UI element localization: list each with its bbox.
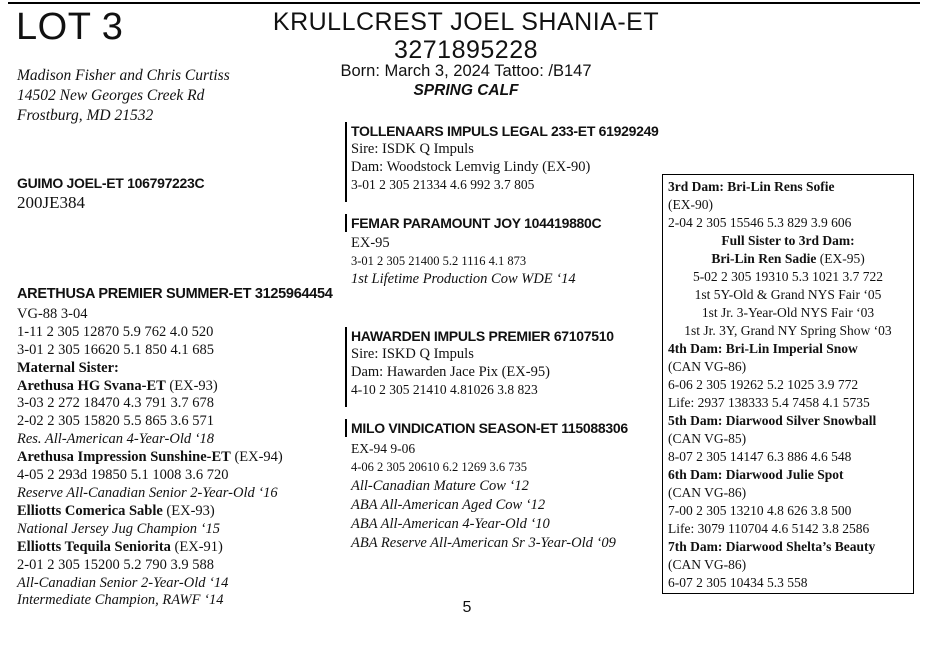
dams-sire-name: HAWARDEN IMPULS PREMIER 67107510 <box>351 328 614 344</box>
sires-dam-classification: EX-95 <box>351 235 390 251</box>
fourth-dam-record: 6-06 2 305 19262 5.2 1025 3.9 772 <box>668 377 859 392</box>
maternal-sister-1-record-1: 3-03 2 272 18470 4.3 791 3.7 678 <box>17 395 214 412</box>
maternal-sister-label: Maternal Sister: <box>17 359 119 376</box>
sires-dam-honor: 1st Lifetime Production Cow WDE ‘14 <box>351 271 576 287</box>
fourth-dam-name: 4th Dam: Bri-Lin Imperial Snow <box>668 341 858 356</box>
consignor-street: 14502 New Georges Creek Rd <box>17 87 205 104</box>
page-number: 5 <box>462 599 472 616</box>
dams-sire-sire: Sire: ISKD Q Impuls <box>351 346 474 362</box>
sires-sire-record: 3-01 2 305 21334 4.6 992 3.7 805 <box>351 177 535 192</box>
dam-block <box>17 286 333 610</box>
seventh-dam-record: 6-07 2 305 10434 5.3 558 <box>668 575 808 590</box>
maternal-sister-3-honor: National Jersey Jug Champion ‘15 <box>17 520 220 537</box>
registration-number: 3271895228 <box>393 36 539 64</box>
maternal-sister-1-honor: Res. All-American 4-Year-Old ‘18 <box>17 431 215 448</box>
dams-sire-dam: Dam: Hawarden Jace Pix (EX-95) <box>351 364 550 380</box>
female-line-box <box>662 174 914 594</box>
dam-record-1: 1-11 2 305 12870 5.9 762 4.0 520 <box>17 323 214 340</box>
sixth-dam-classification: (CAN VG-86) <box>668 485 747 500</box>
full-sister-honor-1: 1st 5Y-Old & Grand NYS Fair ‘05 <box>694 287 882 302</box>
dams-dam-name: MILO VINDICATION SEASON-ET 115088306 <box>351 420 628 436</box>
dam-classification: VG-88 3-04 <box>17 305 88 322</box>
maternal-sister-4-honor-2: Intermediate Champion, RAWF ‘14 <box>17 592 224 609</box>
dam-name: ARETHUSA PREMIER SUMMER-ET 3125964454 <box>17 286 333 302</box>
dams-dam-honor-1: All-Canadian Mature Cow ‘12 <box>351 478 529 494</box>
sire-block <box>17 174 204 214</box>
top-rule <box>8 2 920 4</box>
sires-dam-block <box>345 214 601 232</box>
full-sister-honor-3: 1st Jr. 3Y, Grand NY Spring Show ‘03 <box>684 323 892 338</box>
maternal-sister-2: Arethusa Impression Sunshine-ET (EX-94) <box>17 449 283 466</box>
class-label: SPRING CALF <box>413 82 519 99</box>
fourth-dam-classification: (CAN VG-86) <box>668 359 747 374</box>
sires-sire-sire: Sire: ISDK Q Impuls <box>351 141 474 157</box>
fifth-dam-classification: (CAN VG-85) <box>668 431 747 446</box>
animal-name: KRULLCREST JOEL SHANIA-ET <box>272 8 660 36</box>
sire-name: GUIMO JOEL-ET 106797223C <box>17 175 205 191</box>
maternal-sister-4-honor-1: All-Canadian Senior 2-Year-Old ‘14 <box>17 574 229 591</box>
dams-dam-classification: EX-94 9-06 <box>351 441 416 456</box>
sires-sire-name: TOLLENAARS IMPULS LEGAL 233-ET 61929249 <box>351 123 659 139</box>
born-tattoo-line: Born: March 3, 2024 Tattoo: /B147 <box>340 62 592 80</box>
fifth-dam-name: 5th Dam: Diarwood Silver Snowball <box>668 413 877 428</box>
sires-dam-details <box>351 234 576 288</box>
dam-record-2: 3-01 2 305 16620 5.1 850 4.1 685 <box>17 341 214 358</box>
fourth-dam-lifetime: Life: 2937 138333 5.4 7458 4.1 5735 <box>668 395 870 410</box>
sires-dam-record: 3-01 2 305 21400 5.2 1116 4.1 873 <box>351 254 527 268</box>
maternal-sister-3: Elliotts Comerica Sable (EX-93) <box>17 502 215 519</box>
sixth-dam-lifetime: Life: 3079 110704 4.6 5142 3.8 2586 <box>668 521 870 536</box>
sixth-dam-name: 6th Dam: Diarwood Julie Spot <box>668 467 844 482</box>
lot-number: LOT 3 <box>16 6 124 48</box>
dams-dam-record: 4-06 2 305 20610 6.2 1269 3.6 735 <box>351 460 528 474</box>
third-dam-name: 3rd Dam: Bri-Lin Rens Sofie <box>668 179 835 194</box>
sire-code: 200JE384 <box>17 193 85 212</box>
dams-sire-record: 4-10 2 305 21410 4.81026 3.8 823 <box>351 382 538 397</box>
sires-dam-name: FEMAR PARAMOUNT JOY 104419880C <box>351 215 602 231</box>
full-sister-record: 5-02 2 305 19310 5.3 1021 3.7 722 <box>692 269 884 284</box>
dams-dam-details <box>351 439 616 553</box>
full-sister-honor-2: 1st Jr. 3-Year-Old NYS Fair ‘03 <box>701 305 875 320</box>
maternal-sister-4-record: 2-01 2 305 15200 5.2 790 3.9 588 <box>17 556 214 573</box>
maternal-sister-1: Arethusa HG Svana-ET (EX-93) <box>17 377 218 394</box>
consignor-address <box>17 66 230 126</box>
consignor-name: Madison Fisher and Chris Curtiss <box>17 67 230 84</box>
seventh-dam-name: 7th Dam: Diarwood Shelta’s Beauty <box>668 539 876 554</box>
dams-sire-block <box>345 327 614 407</box>
sires-sire-dam: Dam: Woodstock Lemvig Lindy (EX-90) <box>351 159 591 175</box>
maternal-sister-1-record-2: 2-02 2 305 15820 5.5 865 3.6 571 <box>17 413 214 430</box>
dams-dam-block <box>345 419 628 437</box>
maternal-sister-2-record: 4-05 2 293d 19850 5.1 1008 3.6 720 <box>17 467 229 484</box>
fifth-dam-record: 8-07 2 305 14147 6.3 886 4.6 548 <box>668 449 852 464</box>
sires-sire-block <box>345 122 659 202</box>
maternal-sister-2-honor: Reserve All-Canadian Senior 2-Year-Old ‘16 <box>17 484 278 501</box>
full-sister: Bri-Lin Ren Sadie (EX-95) <box>711 251 865 266</box>
dams-dam-honor-2: ABA All-American Aged Cow ‘12 <box>351 497 546 513</box>
sixth-dam-record: 7-00 2 305 13210 4.8 626 3.8 500 <box>668 503 852 518</box>
third-dam-classification: (EX-90) <box>668 197 713 212</box>
third-dam-record: 2-04 2 305 15546 5.3 829 3.9 606 <box>668 215 852 230</box>
consignor-city: Frostburg, MD 21532 <box>17 107 154 124</box>
maternal-sister-4: Elliotts Tequila Seniorita (EX-91) <box>17 538 223 555</box>
full-sister-label: Full Sister to 3rd Dam: <box>721 233 855 248</box>
seventh-dam-classification: (CAN VG-86) <box>668 557 747 572</box>
dams-dam-honor-3: ABA All-American 4-Year-Old ‘10 <box>351 516 550 532</box>
dams-dam-honor-4: ABA Reserve All-American Sr 3-Year-Old ‘09 <box>351 535 616 551</box>
animal-header <box>260 8 672 64</box>
